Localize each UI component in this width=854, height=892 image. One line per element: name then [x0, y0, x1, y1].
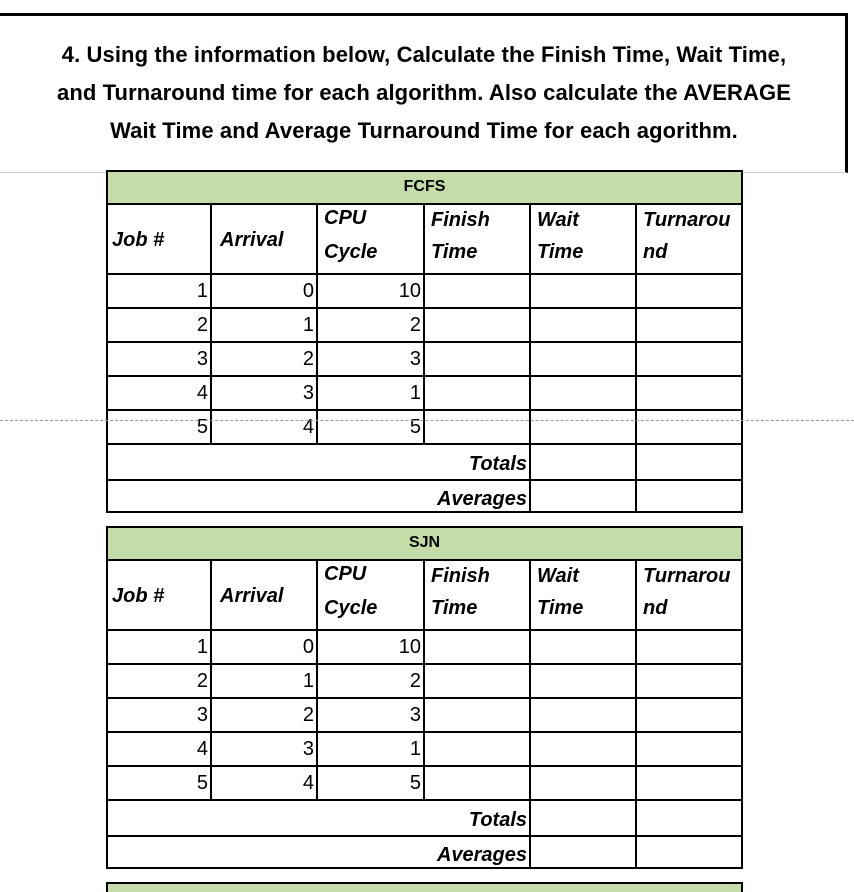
fcfs-totals-wait-input[interactable]: [529, 443, 637, 481]
header-arrival-label: Arrival: [220, 585, 284, 607]
sjn-header-cpu-cycle: [316, 559, 425, 631]
sjn-row-4-arrival: 3: [210, 731, 318, 767]
fcfs-row-4-turnaround-input[interactable]: [635, 375, 743, 411]
sjn-totals-wait-input[interactable]: [529, 799, 637, 837]
fcfs-row-4-arrival: 3: [210, 375, 318, 411]
header-turnaround-label: Turnarou: [643, 209, 731, 231]
fcfs-row-5-arrival: 4: [210, 409, 318, 445]
header-wait-time-label: Time: [537, 241, 584, 263]
sjn-totals-label: Totals: [106, 799, 531, 837]
sjn-row-1-turnaround-input[interactable]: [635, 629, 743, 665]
sjn-title-band: SJN: [106, 526, 743, 561]
fcfs-row-2-wait-input[interactable]: [529, 307, 637, 343]
sjn-row-4-turnaround-input[interactable]: [635, 731, 743, 767]
fcfs-row-2-turnaround-input[interactable]: [635, 307, 743, 343]
fcfs-row-3-cpu: 3: [316, 341, 425, 377]
sjn-row-3-wait-input[interactable]: [529, 697, 637, 733]
header-finish-label: Finish: [431, 565, 490, 587]
sjn-row-2-finish-input[interactable]: [423, 663, 531, 699]
fcfs-header-arrival: [210, 203, 318, 275]
fcfs-row-2-job: 2: [106, 307, 212, 343]
header-cpu-label: CPU: [324, 207, 367, 229]
header-cycle-label: Cycle: [324, 597, 378, 619]
sjn-row-5-wait-input[interactable]: [529, 765, 637, 801]
header-finish-label: Finish: [431, 209, 490, 231]
sjn-header-wait-time: [529, 559, 637, 631]
sjn-header-arrival: [210, 559, 318, 631]
fcfs-row-5-wait-input[interactable]: [529, 409, 637, 445]
sjn-row-1-wait-input[interactable]: [529, 629, 637, 665]
fcfs-header-job: [106, 203, 212, 275]
header-turnaround-label: Turnarou: [643, 565, 731, 587]
sjn-row-1-cpu: 10: [316, 629, 425, 665]
sjn-row-2-arrival: 1: [210, 663, 318, 699]
sjn-row-1-job: 1: [106, 629, 212, 665]
fcfs-row-1-wait-input[interactable]: [529, 273, 637, 309]
fcfs-row-3-turnaround-input[interactable]: [635, 341, 743, 377]
sjn-row-2-cpu: 2: [316, 663, 425, 699]
fcfs-row-5-job: 5: [106, 409, 212, 445]
sjn-header-turnaround: [635, 559, 743, 631]
sjn-row-5-turnaround-input[interactable]: [635, 765, 743, 801]
sjn-header-finish-time: [423, 559, 531, 631]
fcfs-row-4-cpu: 1: [316, 375, 425, 411]
fcfs-row-1-job: 1: [106, 273, 212, 309]
sjn-row-3-arrival: 2: [210, 697, 318, 733]
fcfs-row-5-cpu: 5: [316, 409, 425, 445]
header-arrival-label: Arrival: [220, 229, 284, 251]
sjn-row-3-turnaround-input[interactable]: [635, 697, 743, 733]
header-finish-time-label: Time: [431, 597, 478, 619]
header-wait-time-label: Time: [537, 597, 584, 619]
page-break-line: [0, 420, 854, 421]
fcfs-row-4-wait-input[interactable]: [529, 375, 637, 411]
sjn-row-3-finish-input[interactable]: [423, 697, 531, 733]
fcfs-row-1-arrival: 0: [210, 273, 318, 309]
fcfs-row-2-finish-input[interactable]: [423, 307, 531, 343]
sjn-row-4-cpu: 1: [316, 731, 425, 767]
question-line-3: Wait Time and Average Turnaround Time for each agorithm.: [110, 118, 738, 143]
fcfs-row-3-finish-input[interactable]: [423, 341, 531, 377]
sjn-row-2-wait-input[interactable]: [529, 663, 637, 699]
fcfs-averages-wait-input[interactable]: [529, 479, 637, 513]
fcfs-totals-label: Totals: [106, 443, 531, 481]
sjn-row-1-finish-input[interactable]: [423, 629, 531, 665]
header-cycle-label: Cycle: [324, 241, 378, 263]
fcfs-header-finish-time: [423, 203, 531, 275]
sjn-row-5-job: 5: [106, 765, 212, 801]
fcfs-row-3-job: 3: [106, 341, 212, 377]
fcfs-row-1-cpu: 10: [316, 273, 425, 309]
fcfs-row-3-wait-input[interactable]: [529, 341, 637, 377]
sjn-totals-turnaround-input[interactable]: [635, 799, 743, 837]
sjn-row-5-arrival: 4: [210, 765, 318, 801]
sjn-row-3-job: 3: [106, 697, 212, 733]
question-line-1: 4. Using the information below, Calculate the Finish Time, Wait Time,: [61, 42, 787, 67]
sjn-header-job: [106, 559, 212, 631]
fcfs-row-4-finish-input[interactable]: [423, 375, 531, 411]
fcfs-row-2-cpu: 2: [316, 307, 425, 343]
sjn-averages-label: Averages: [106, 835, 531, 869]
fcfs-row-4-job: 4: [106, 375, 212, 411]
sjn-row-2-turnaround-input[interactable]: [635, 663, 743, 699]
header-job-label: Job #: [112, 585, 165, 607]
header-job-label: Job #: [112, 229, 165, 251]
sjn-row-4-wait-input[interactable]: [529, 731, 637, 767]
header-wait-label: Wait: [537, 209, 579, 231]
header-cpu-label: CPU: [324, 563, 367, 585]
header-turnaround-label-2: nd: [643, 597, 668, 619]
header-finish-time-label: Time: [431, 241, 478, 263]
sjn-row-1-arrival: 0: [210, 629, 318, 665]
fcfs-averages-turnaround-input[interactable]: [635, 479, 743, 513]
fcfs-title-band: FCFS: [106, 170, 743, 205]
fcfs-averages-label: Averages: [106, 479, 531, 513]
fcfs-header-wait-time: [529, 203, 637, 275]
fcfs-row-5-turnaround-input[interactable]: [635, 409, 743, 445]
sjn-averages-turnaround-input[interactable]: [635, 835, 743, 869]
sjn-row-5-finish-input[interactable]: [423, 765, 531, 801]
fcfs-header-turnaround: [635, 203, 743, 275]
sjn-row-3-cpu: 3: [316, 697, 425, 733]
fcfs-row-1-turnaround-input[interactable]: [635, 273, 743, 309]
fcfs-totals-turnaround-input[interactable]: [635, 443, 743, 481]
question-text: [0, 36, 848, 150]
header-turnaround-label-2: nd: [643, 241, 668, 263]
sjn-row-4-finish-input[interactable]: [423, 731, 531, 767]
fcfs-row-3-arrival: 2: [210, 341, 318, 377]
sjn-row-5-cpu: 5: [316, 765, 425, 801]
fcfs-row-2-arrival: 1: [210, 307, 318, 343]
sjn-row-2-job: 2: [106, 663, 212, 699]
sjn-row-4-job: 4: [106, 731, 212, 767]
next-table-band: [106, 882, 743, 892]
fcfs-row-5-finish-input[interactable]: [423, 409, 531, 445]
sjn-averages-wait-input[interactable]: [529, 835, 637, 869]
header-wait-label: Wait: [537, 565, 579, 587]
fcfs-row-1-finish-input[interactable]: [423, 273, 531, 309]
question-line-2: and Turnaround time for each algorithm. Also calculate the AVERAGE: [57, 80, 791, 105]
fcfs-header-cpu-cycle: [316, 203, 425, 275]
